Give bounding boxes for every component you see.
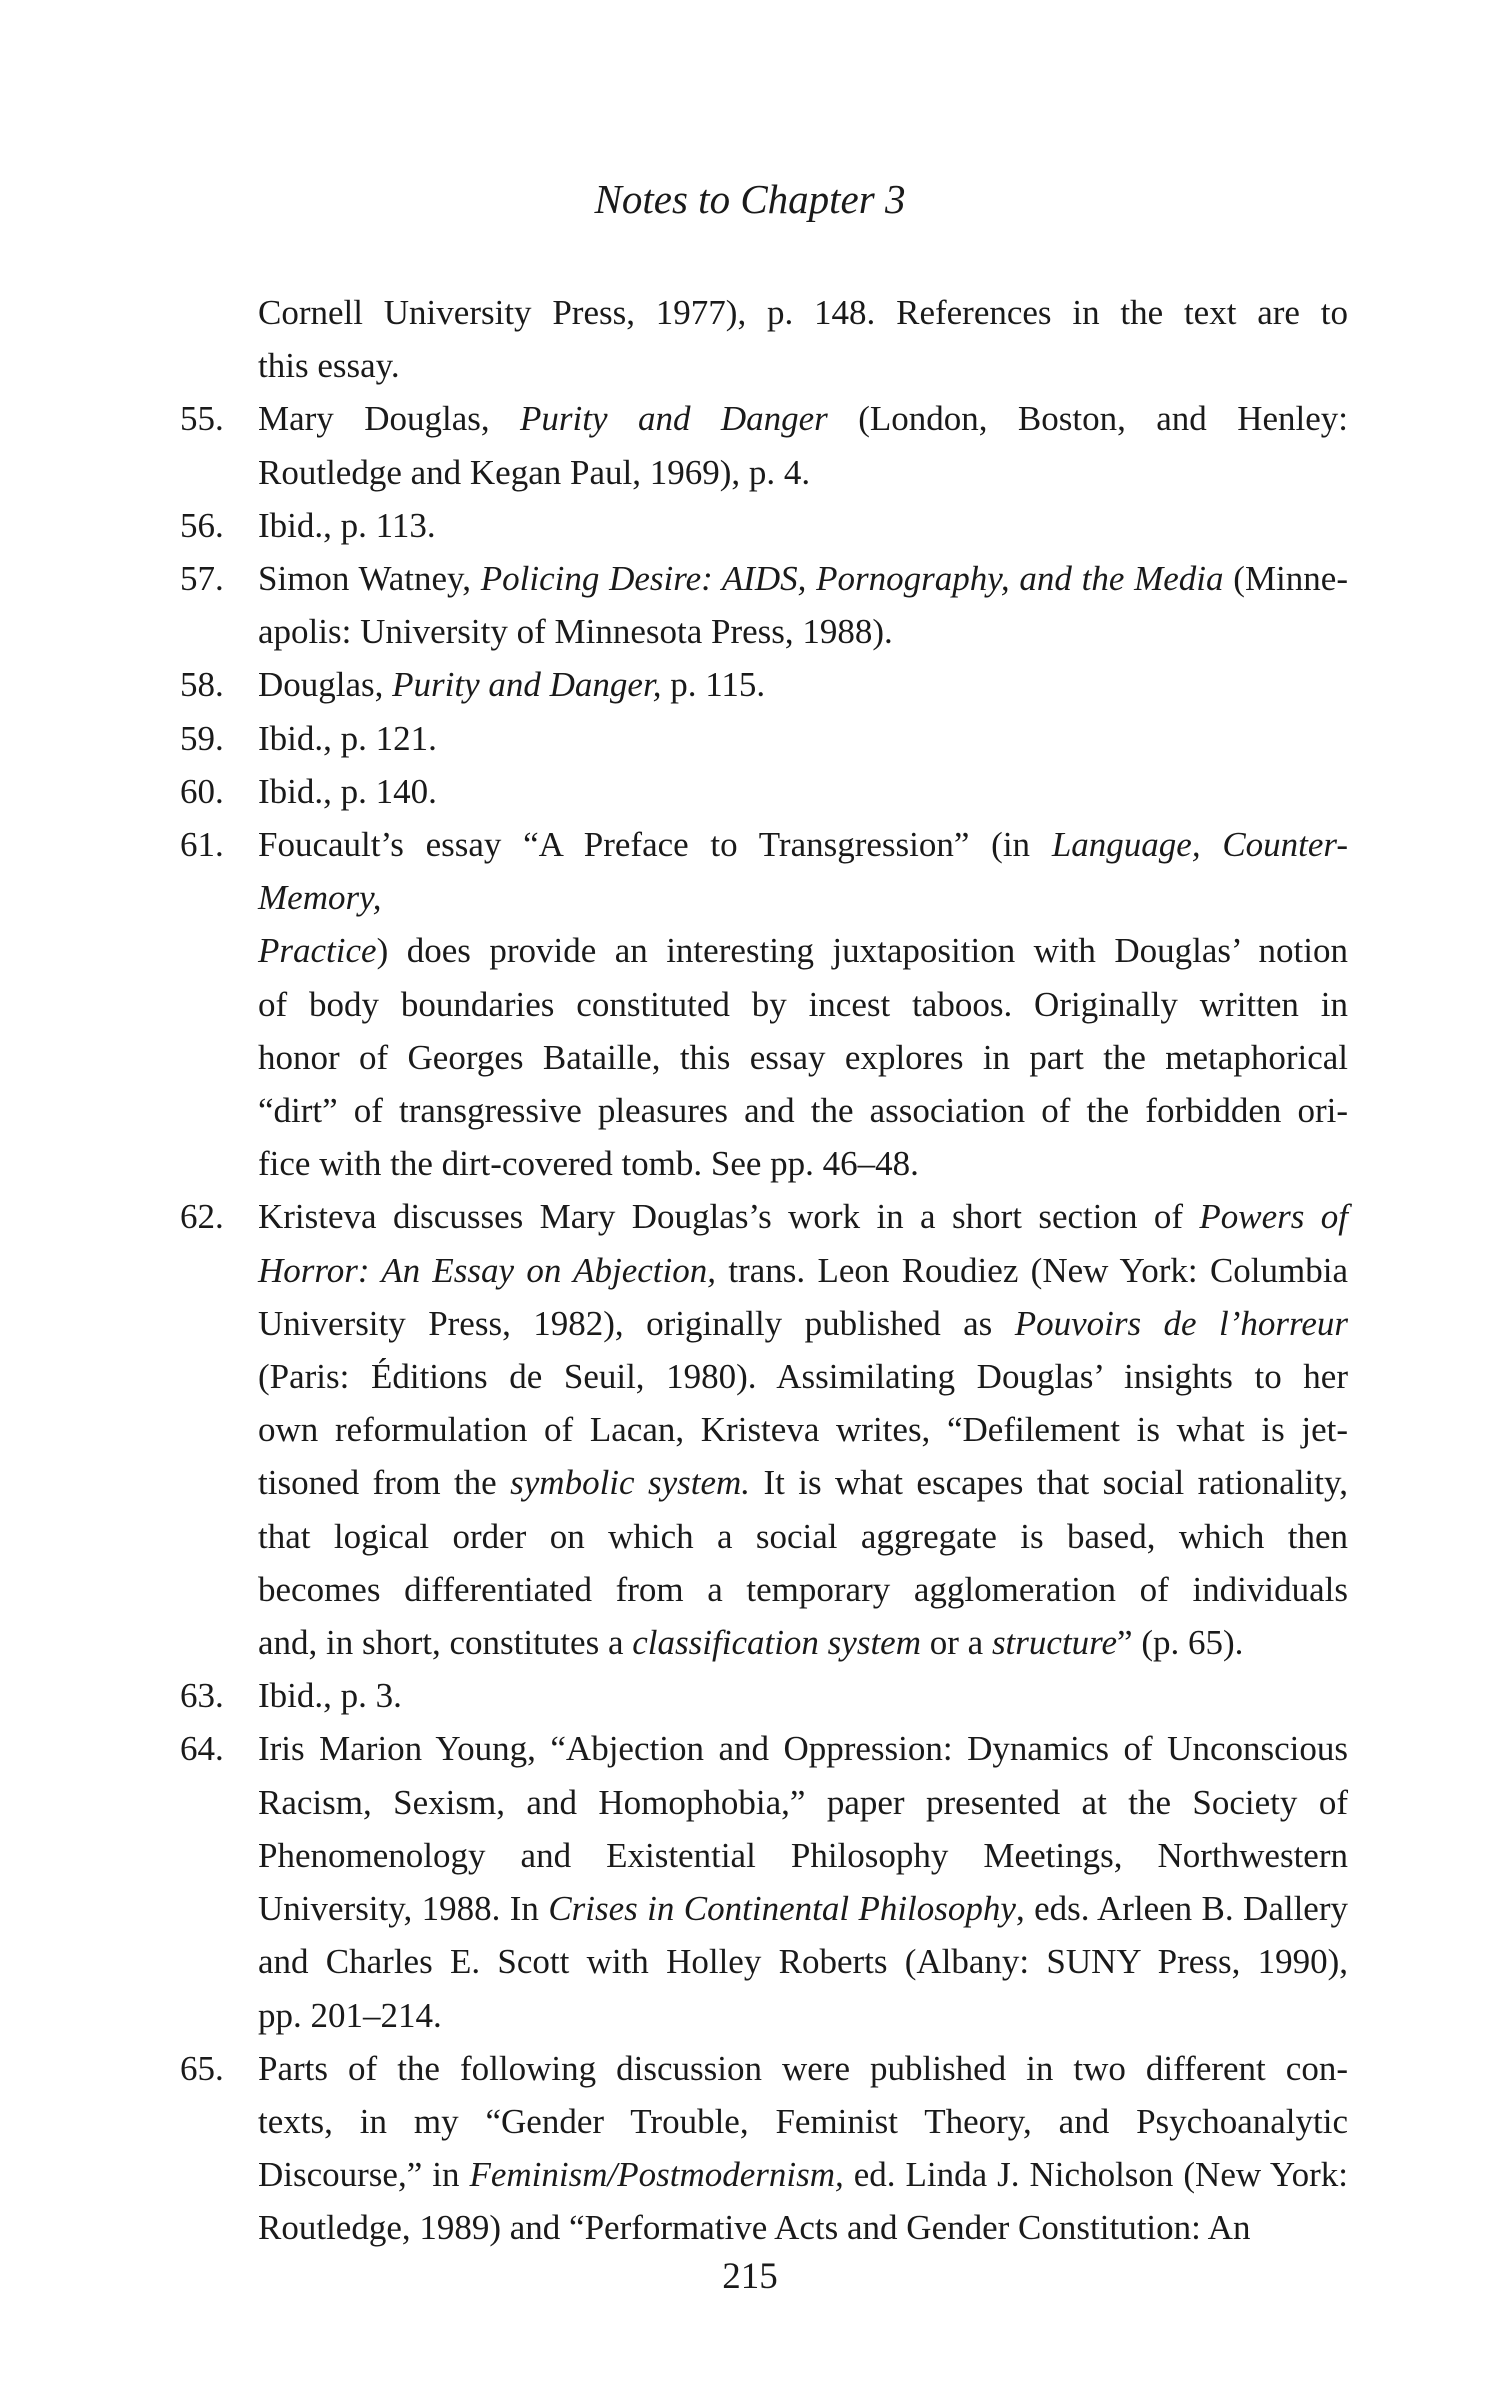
italic-title: Horror: An Essay on Abjection, [258,1250,716,1290]
note-line [258,446,1348,499]
note-line [258,1989,1348,2042]
note-text: University, 1988. In [258,1889,549,1929]
endnote [180,1190,1348,1669]
note-line [258,1563,1348,1616]
note-body [258,552,1348,658]
note-body [258,818,1348,1190]
note-line [258,1031,1348,1084]
note-text: own reformulation of Lacan, Kristeva writes, “Defilement is what is jet- [258,1410,1348,1450]
note-line [258,1935,1348,1988]
note-text: ed. Linda J. Nicholson (New York: [843,2155,1348,2195]
note-body [258,658,1348,711]
endnote [180,552,1348,658]
endnotes [180,286,1348,2255]
note-text: Ibid., p. 140. [258,771,437,811]
endnote [180,818,1348,1190]
note-line [258,1829,1348,1882]
note-text: and Charles E. Scott with Holley Roberts (Albany: SUNY Press, 1990), [258,1942,1348,1982]
note-body [258,712,1348,765]
italic-title: structure [991,1623,1118,1663]
note-line [258,1403,1348,1456]
italic-title: Language, Counter-Memory, [258,825,1348,918]
italic-title: Feminism/Postmodernism, [469,2155,844,2195]
note-number: 62. [180,1197,224,1237]
note-text: (Minne- [1223,559,1348,599]
note-text: Routledge and Kegan Paul, 1969), p. 4. [258,452,811,492]
note-line [258,1190,1348,1243]
note-text: Parts of the following discussion were published in two different con- [258,2048,1348,2088]
note-text: Cornell University Press, 1977), p. 148. References in the text are to [258,293,1348,332]
note-line [258,1669,1348,1722]
note-line [258,1510,1348,1563]
note-number: 59. [180,718,224,758]
note-text: Ibid., p. 121. [258,718,437,758]
note-line [258,1084,1348,1137]
note-text: Foucault’s essay “A Preface to Transgression” (in [258,825,1052,865]
note-line [258,1137,1348,1190]
note-text: honor of Georges Bataille, this essay explores in part the metaphorical [258,1037,1348,1077]
note-line [258,1722,1348,1775]
note-line [258,658,1348,711]
notes-list [180,392,1348,2254]
endnote [180,1669,1348,1722]
note-text: this essay. [258,346,400,386]
italic-title: Powers of [1199,1197,1348,1237]
note-line [258,339,1348,392]
endnote [180,712,1348,765]
note-line [258,765,1348,818]
note-line [258,1882,1348,1935]
note-line [258,2148,1348,2201]
note-line [258,2201,1348,2254]
note-number: 61. [180,825,224,865]
note-line [258,1776,1348,1829]
note-line [258,552,1348,605]
note-text: “dirt” of transgressive pleasures and the association of the forbidden ori- [258,1091,1348,1131]
note-text: Discourse,” in [258,2155,470,2195]
endnote [180,658,1348,711]
italic-title: Practice [258,931,377,971]
note-body [258,499,1348,552]
note-line [258,2095,1348,2148]
note-text: of body boundaries constituted by incest taboos. Originally written in [258,984,1348,1024]
note-text: texts, in my “Gender Trouble, Feminist Theory, and Psychoanalytic [258,2101,1348,2141]
note-text: p. 115. [661,665,766,705]
italic-title: Purity and Danger, [392,665,662,705]
endnote [180,765,1348,818]
note-number: 58. [180,665,224,705]
italic-title: Crises in Continental Philosophy [548,1889,1016,1929]
note-text: ) does provide an interesting juxtaposition with Douglas’ notion [376,931,1348,971]
note-text: Routledge, 1989) and “Performative Acts and Gender Constitution: An [258,2208,1251,2248]
note-text: (London, Boston, and Henley: [827,399,1348,439]
note-line [258,1244,1348,1297]
note-body [258,765,1348,818]
note-line [258,2042,1348,2095]
note-text: trans. Leon Roudiez (New York: Columbia [716,1250,1349,1290]
note-text: or a [920,1623,992,1663]
note-line [258,818,1348,924]
note-line [258,978,1348,1031]
note-line [258,712,1348,765]
note-number: 57. [180,559,224,599]
note-text: Racism, Sexism, and Homophobia,” paper presented at the Society of [258,1782,1348,1822]
note-text: ” (p. 65). [1117,1623,1244,1663]
note-text: and, in short, constitutes a [258,1623,633,1663]
note-body [258,1190,1348,1669]
note-text: Kristeva discusses Mary Douglas’s work in a short section of [258,1197,1200,1237]
endnote [180,2042,1348,2255]
note-text: Douglas, [258,665,393,705]
endnote [180,499,1348,552]
italic-title: Purity and Danger [520,399,828,439]
note-continuation [180,286,1348,392]
note-text: pp. 201–214. [258,1995,442,2035]
note-body [258,392,1348,498]
italic-title: symbolic system. [510,1463,751,1503]
note-text: Ibid., p. 113. [258,505,436,545]
note-line [258,1297,1348,1350]
note-text: , eds. Arleen B. Dallery [1015,1889,1348,1929]
note-line [258,499,1348,552]
note-line [258,1456,1348,1509]
note-text: Phenomenology and Existential Philosophy Meetings, Northwestern [258,1835,1348,1875]
note-number: 64. [180,1729,224,1769]
note-text: Iris Marion Young, “Abjection and Oppression: Dynamics of Unconscious [258,1729,1348,1769]
note-line [258,605,1348,658]
note-text: apolis: University of Minnesota Press, 1988). [258,612,893,652]
note-line [258,392,1348,445]
endnote [180,1722,1348,2041]
running-head: Notes to Chapter 3 [594,176,906,222]
note-text: tisoned from the [258,1463,511,1503]
italic-title: classification system [632,1623,921,1663]
note-line [258,924,1348,977]
note-number: 56. [180,505,224,545]
note-line [258,1350,1348,1403]
note-text: becomes differentiated from a temporary agglomeration of individuals [258,1569,1348,1609]
note-text: (Paris: Éditions de Seuil, 1980). Assimilating Douglas’ insights to her [258,1357,1348,1397]
page-number: 215 [722,2256,778,2297]
italic-title: Policing Desire: AIDS, Pornography, and the Media [480,559,1224,599]
endnote [180,392,1348,498]
note-text: that logical order on which a social aggregate is based, which then [258,1516,1348,1556]
note-text: Ibid., p. 3. [258,1676,402,1716]
note-number: 63. [180,1676,224,1716]
note-number: 55. [180,399,224,439]
note-body [258,1722,1348,2041]
note-body [258,2042,1348,2255]
note-text: Simon Watney, [258,559,481,599]
note-text: It is what escapes that social rationality, [750,1463,1348,1503]
note-line [258,286,1348,339]
note-body [258,1669,1348,1722]
note-line [258,1616,1348,1669]
note-text: Mary Douglas, [258,399,521,439]
note-number: 65. [180,2048,224,2088]
note-text: University Press, 1982), originally published as [258,1303,1015,1343]
italic-title: Pouvoirs de l’horreur [1014,1303,1348,1343]
note-text: fice with the dirt-covered tomb. See pp. 46–48. [258,1144,919,1184]
note-number: 60. [180,771,224,811]
